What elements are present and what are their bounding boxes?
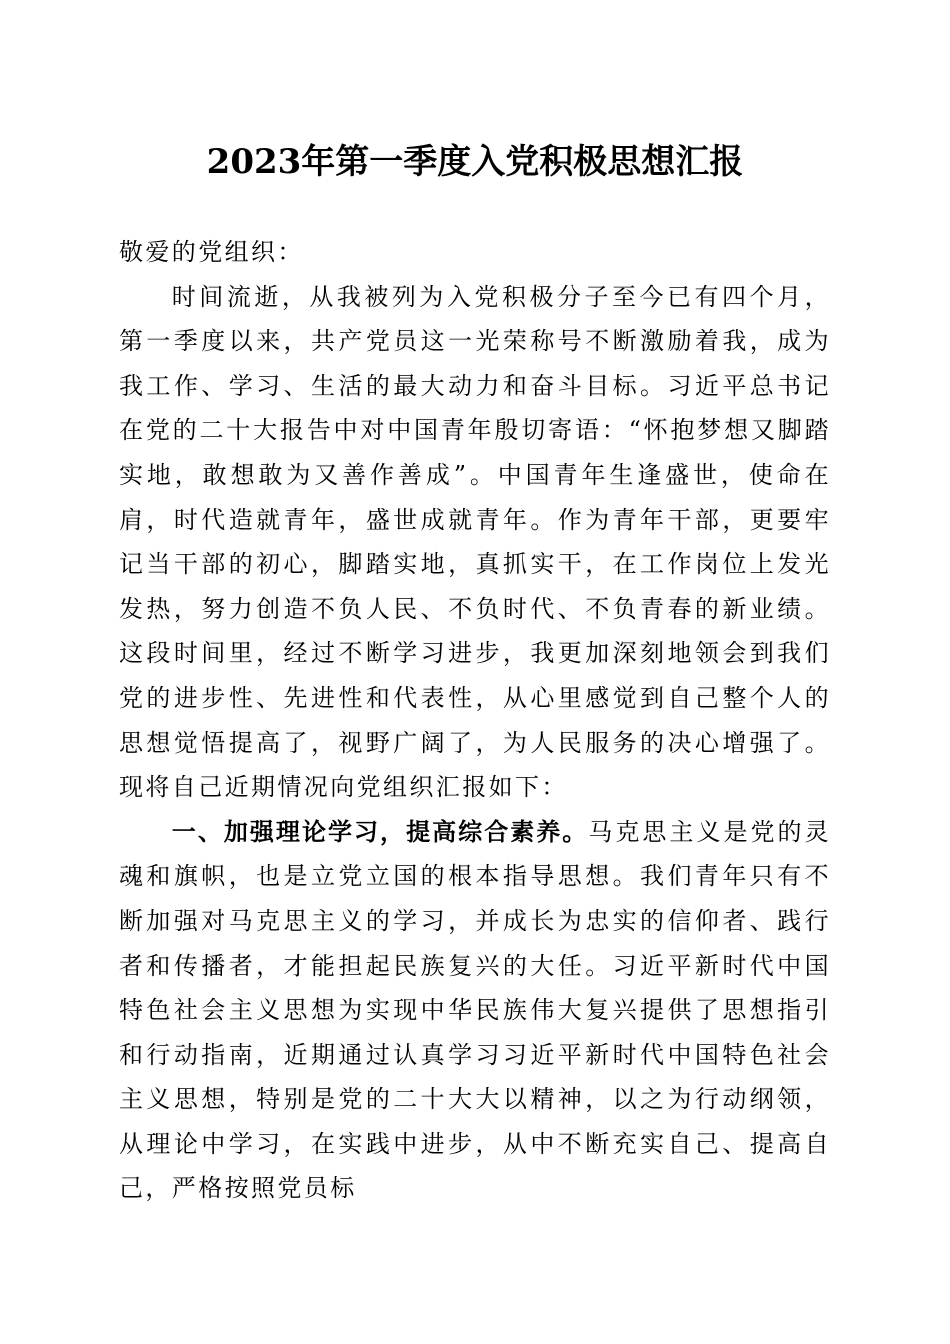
document-body (119, 230, 831, 1211)
section-heading: 一、加强理论学习，提高综合素养。 (171, 817, 589, 846)
salutation: 敬爱的党组织： (119, 238, 304, 266)
paragraph-section-1 (119, 810, 831, 1211)
document-title: 2023年第一季度入党积极思想汇报 (206, 142, 744, 182)
paragraph-intro: 时间流逝，从我被列为入党积极分子至今已有四个月，第一季度以来，共产党员这一光荣称号不断激励着我，成为我工作、学习、生活的最大动力和奋斗目标。习近平总书记在党的二十大报告中对中国青年殷切寄语：“怀抱梦想又脚踏实地，敢想敢为又善作善成”。中国青年生逢盛世，使命在肩，时代造就青年，盛世成就青年。作为青年干部，更要牢记当干部的初心，脚踏实地，真抓实干，在工作岗位上发光发热，努力创造不负人民、不负时代、不负青春的新业绩。这段时间里，经过不断学习进步，我更加深刻地领会到我们党的进步性、先进性和代表性，从心里感觉到自己整个人的思想觉悟提高了，视野广阔了，为人民服务的决心增强了。现将自己近期情况向党组织汇报如下： (119, 282, 831, 802)
section-text: 马克思主义是党的灵魂和旗帜，也是立党立国的根本指导思想。我们青年只有不断加强对马克思主义的学习，并成长为忠实的信仰者、践行者和传播者，才能担起民族复兴的大任。习近平新时代中国特色社会主义思想为实现中华民族伟大复兴提供了思想指引和行动指南，近期通过认真学习习近平新时代中国特色社会主义思想，特别是党的二十大大以精神，以之为行动纲领，从理论中学习，在实践中进步，从中不断充实自己、提高自己，严格按照党员标 (119, 817, 831, 1203)
